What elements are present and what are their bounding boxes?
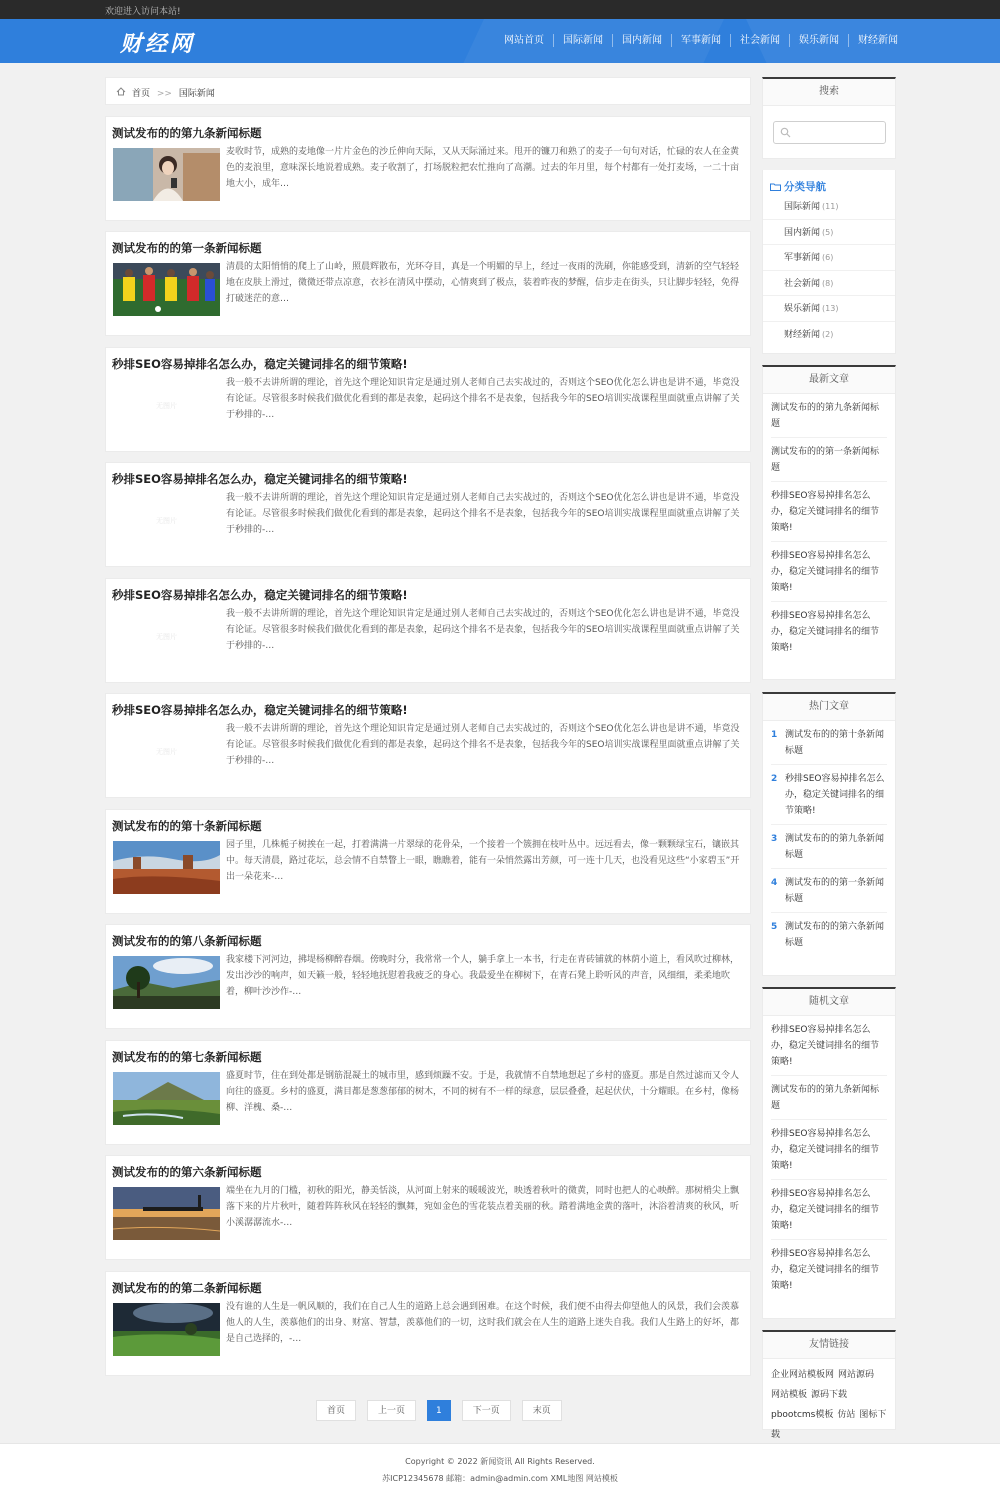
post-title[interactable]: 秒排SEO容易掉排名怎么办，稳定关键词排名的细节策略! (112, 472, 408, 486)
welcome-text: 欢迎进入访问本站! (105, 7, 181, 17)
random-article-link[interactable]: 秒排SEO容易掉排名怎么办，稳定关键词排名的细节策略! (771, 1249, 880, 1291)
random-article-link[interactable]: 秒排SEO容易掉排名怎么办，稳定关键词排名的细节策略! (771, 1120, 887, 1180)
breadcrumb-home[interactable]: 首页 (132, 89, 151, 99)
hot-article-link[interactable]: 1 测试发布的的第十条新闻标题 (771, 721, 887, 765)
home-icon (116, 87, 126, 96)
hot-articles (762, 692, 896, 976)
post-summary: 麦收时节，成熟的麦地像一片片金色的沙丘伸向天际，又从天际涌过来。甩开的镰刀和熟了的麦子一句句对话，忙碌的农人在金黄色的麦浪里，意味深长地说着成熟。麦子收割了，打场脱粒把农忙推向了高潮。过去的年月里，每个村都有一处打麦场，一二十亩地大小，成年… (226, 147, 740, 189)
field-image[interactable] (113, 1303, 220, 1356)
post-item (105, 116, 751, 221)
nav-society[interactable]: 社会新闻 (731, 34, 790, 47)
hot-title: 热门文章 (763, 694, 895, 721)
latest-article-link[interactable]: 秒排SEO容易掉排名怎么办，稳定关键词排名的细节策略! (771, 611, 880, 653)
folder-icon (770, 183, 781, 191)
friend-link[interactable]: 网站模板 (771, 1390, 808, 1400)
category-list (763, 194, 895, 347)
latest-article-link[interactable]: 秒排SEO容易掉排名怎么办，稳定关键词排名的细节策略! (771, 482, 887, 542)
post-title[interactable]: 秒排SEO容易掉排名怎么办，稳定关键词排名的细节策略! (112, 588, 408, 602)
main-nav (495, 34, 898, 47)
nav-finance[interactable]: 财经新闻 (858, 35, 898, 46)
random-articles (762, 987, 896, 1319)
post-summary: 我一般不去讲所谓的理论，首先这个理论知识肯定是通过别人老师自己去实战过的，否则这个SEO优化怎么讲也是讲不通，毕竟没有论证。尽管很多时候我们做优化看到的都是表象，起码这个排名不是表象，包括我今年的SEO培训实战课程里面就重点讲解了关于秒排的-… (226, 493, 740, 535)
post-title[interactable]: 测试发布的的第二条新闻标题 (112, 1281, 262, 1295)
category-item[interactable]: 国内新闻 (5) (763, 220, 895, 246)
friend-link[interactable]: 源码下载 (811, 1390, 848, 1400)
category-item[interactable]: 娱乐新闻 (13) (763, 296, 895, 322)
hot-article-link[interactable]: 4 测试发布的的第一条新闻标题 (771, 869, 887, 913)
post-title[interactable]: 测试发布的的第一条新闻标题 (112, 241, 262, 255)
nav-military[interactable]: 军事新闻 (672, 34, 731, 47)
friend-link[interactable]: 企业网站模板网 (771, 1370, 835, 1380)
breadcrumb-separator: >> (156, 89, 172, 99)
random-article-link[interactable]: 秒排SEO容易掉排名怎么办，稳定关键词排名的细节策略! (771, 1180, 887, 1240)
post-item (105, 1040, 751, 1145)
pager-last[interactable]: 末页 (522, 1400, 562, 1421)
breadcrumb-current[interactable]: 国际新闻 (178, 89, 215, 99)
nav-international[interactable]: 国际新闻 (554, 34, 613, 47)
post-item (105, 1155, 751, 1260)
no-image-placeholder[interactable]: 无图片 (113, 725, 220, 778)
pager-current[interactable]: 1 (427, 1400, 451, 1421)
friend-link[interactable]: pbootcms模板 (771, 1410, 834, 1420)
friend-link[interactable]: 图标下载 (771, 1410, 887, 1440)
tree-image[interactable] (113, 956, 220, 1009)
breadcrumb (105, 77, 751, 105)
post-summary: 没有谁的人生是一帆风顺的，我们在自己人生的道路上总会遇到困难。在这个时候，我们便不由得去仰望他人的风景，我们会羡慕他人的人生，羡慕他们的出身、财富、智慧，羡慕他们的一切，这时我们就会在人生的道路上迷失自我。我们人生路上的好坏，都是自己选择的，-… (226, 1302, 740, 1344)
post-summary: 我一般不去讲所谓的理论，首先这个理论知识肯定是通过别人老师自己去实战过的，否则这个SEO优化怎么讲也是讲不通，毕竟没有论证。尽管很多时候我们做优化看到的都是表象，起码这个排名不是表象，包括我今年的SEO培训实战课程里面就重点讲解了关于秒排的-… (226, 609, 740, 651)
post-item (105, 809, 751, 914)
latest-article-link[interactable]: 测试发布的的第一条新闻标题 (771, 438, 887, 482)
category-item[interactable]: 社会新闻 (8) (763, 271, 895, 297)
pagination (316, 1400, 573, 1421)
post-summary: 端坐在九月的门槛，初秋的阳光，静美恬淡，从河面上射来的暖暖波光，映透着秋叶的微黄，同时也把人的心映醉。那树梢尖上飘落下来的片片秋叶，随着阵阵秋风在轻轻的飘舞，宛如金色的雪花装点着美丽的秋。踏着满地金黄的落叶，沐浴着清爽的秋风，听小溪潺潺流水-… (226, 1186, 740, 1228)
post-summary: 我家楼下河河边，拂堤杨柳醉春烟。傍晚时分，我常常一个人，躺手拿上一本书，行走在青砖铺就的林荫小道上，看风吹过柳林，发出沙沙的响声，如天籁一般，轻轻地抚慰着我疲乏的身心。我最爱坐在柳树下，在青石凳上聆听风的声音，风细细，柔柔地吹着，柳叶沙沙作-… (226, 955, 740, 997)
pager-prev[interactable]: 上一页 (367, 1400, 416, 1421)
nav-home[interactable]: 网站首页 (495, 34, 554, 47)
post-summary: 清晨的太阳悄悄的爬上了山岭，照晨辉散布，光环夺目，真是一个明媚的早上，经过一夜雨的洗刷，你能感受到，清新的空气轻轻地在皮肤上滑过，微微还带点凉意，衣衫在清风中摆动，心情爽到了极点，装着昨夜的梦醒，信步走在街头，只让脚步轻轻，免得打破迷茫的意… (226, 262, 740, 304)
hot-article-link[interactable]: 5 测试发布的的第六条新闻标题 (771, 922, 885, 948)
copyright-text: Copyright © 2022 新闻资讯 All Rights Reserved. (405, 1457, 595, 1466)
post-summary: 园子里，几株栀子树挨在一起，打着满满一片翠绿的花骨朵，一个接着一个簇拥在枝叶丛中。远远看去，像一颗颗绿宝石，镶嵌其中。每天清晨，路过花坛，总会情不自禁瞥上一眼，瞧瞧着，能有一朵悄然露出芳颜，可一连十几天，也没看见这些“小家碧玉”开出一朵花来-… (226, 840, 740, 882)
category-item[interactable]: 财经新闻 (2) (784, 329, 834, 340)
nav-domestic[interactable]: 国内新闻 (613, 34, 672, 47)
friend-link[interactable]: 网站源码 (838, 1370, 875, 1380)
random-article-link[interactable]: 测试发布的的第九条新闻标题 (771, 1076, 887, 1120)
post-summary: 我一般不去讲所谓的理论，首先这个理论知识肯定是通过别人老师自己去实战过的，否则这个SEO优化怎么讲也是讲不通，毕竟没有论证。尽管很多时候我们做优化看到的都是表象，起码这个排名不是表象，包括我今年的SEO培训实战课程里面就重点讲解了关于秒排的-… (226, 378, 740, 420)
post-summary: 我一般不去讲所谓的理论，首先这个理论知识肯定是通过别人老师自己去实战过的，否则这个SEO优化怎么讲也是讲不通，毕竟没有论证。尽管很多时候我们做优化看到的都是表象，起码这个排名不是表象，包括我今年的SEO培训实战课程里面就重点讲解了关于秒排的-… (226, 724, 740, 766)
post-title[interactable]: 测试发布的的第九条新闻标题 (112, 126, 262, 140)
post-title[interactable]: 测试发布的的第十条新闻标题 (112, 819, 262, 833)
top-bar (0, 0, 1000, 19)
footer (0, 1443, 1000, 1497)
post-item (105, 693, 751, 798)
post-item (105, 231, 751, 336)
post-title[interactable]: 测试发布的的第八条新闻标题 (112, 934, 262, 948)
nav-entertainment[interactable]: 娱乐新闻 (790, 34, 849, 47)
pager-next[interactable]: 下一页 (462, 1400, 511, 1421)
friend-links (762, 1330, 896, 1440)
post-item (105, 578, 751, 683)
post-title[interactable]: 测试发布的的第六条新闻标题 (112, 1165, 262, 1179)
post-item (105, 924, 751, 1029)
category-nav (762, 170, 896, 354)
hot-article-link[interactable]: 2 秒排SEO容易掉排名怎么办，稳定关键词排名的细节策略! (771, 765, 887, 825)
post-title[interactable]: 秒排SEO容易掉排名怎么办，稳定关键词排名的细节策略! (112, 357, 408, 371)
woman-phone-image[interactable] (113, 148, 220, 201)
header (0, 19, 1000, 63)
post-summary: 盛夏时节，住在到处都是钢筋混凝土的城市里，感到烦躁不安。于是，我就情不自禁地想起了乡村的盛夏。那是自然过滤而又令人向往的盛夏。乡村的盛夏，满目都是葱葱郁郁的树木，不同的树有不一样的绿意，层层叠叠，起起伏伏，十分耀眼。在乡村，像杨柳、洋槐、桑-… (226, 1071, 740, 1113)
post-item (105, 347, 751, 452)
friend-link[interactable]: 仿站 (837, 1410, 856, 1420)
pager-first[interactable]: 首页 (316, 1400, 356, 1421)
hot-article-link[interactable]: 3 测试发布的的第九条新闻标题 (771, 825, 887, 869)
post-item (105, 462, 751, 567)
search-input[interactable] (773, 121, 886, 144)
random-article-link[interactable]: 秒排SEO容易掉排名怎么办，稳定关键词排名的细节策略! (771, 1016, 887, 1076)
links-title: 友情链接 (763, 1332, 895, 1359)
mountain-image[interactable] (113, 1072, 220, 1125)
desert-image[interactable] (113, 841, 220, 894)
search-icon (780, 127, 791, 138)
post-title[interactable]: 秒排SEO容易掉排名怎么办，稳定关键词排名的细节策略! (112, 703, 408, 717)
no-image-placeholder[interactable]: 无图片 (113, 379, 220, 432)
post-title[interactable]: 测试发布的的第七条新闻标题 (112, 1050, 262, 1064)
latest-title: 最新文章 (763, 367, 895, 394)
no-image-placeholder[interactable]: 无图片 (113, 610, 220, 663)
category-item[interactable]: 军事新闻 (6) (763, 245, 895, 271)
footer-icp-links[interactable]: 苏ICP12345678 邮箱：admin@admin.com XML地图 网站模板 (382, 1474, 618, 1483)
random-title: 随机文章 (763, 989, 895, 1016)
latest-articles (762, 365, 896, 680)
search-box (762, 77, 896, 159)
no-image-placeholder[interactable]: 无图片 (113, 494, 220, 547)
latest-article-link[interactable]: 测试发布的的第九条新闻标题 (771, 394, 887, 438)
pier-image[interactable] (113, 1187, 220, 1240)
latest-article-link[interactable]: 秒排SEO容易掉排名怎么办，稳定关键词排名的细节策略! (771, 542, 887, 602)
search-title: 搜索 (763, 79, 895, 106)
post-item (105, 1271, 751, 1376)
category-title: 分类导航 (770, 179, 826, 194)
category-item[interactable]: 国际新闻 (11) (763, 194, 895, 220)
soccer-image[interactable] (113, 263, 220, 316)
site-logo[interactable]: 财经网 (120, 31, 196, 57)
